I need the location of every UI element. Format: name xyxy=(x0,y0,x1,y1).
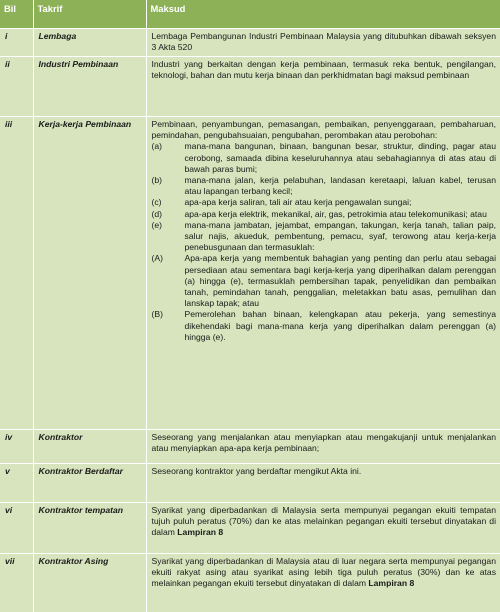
table-row xyxy=(0,57,500,117)
row-bil: ii xyxy=(0,57,33,117)
row-maksud: Seseorang kontraktor yang berdaftar mengikut Akta ini. xyxy=(146,464,500,503)
table-row xyxy=(0,430,500,464)
sub-item-text: mana-mana jalan, kerja pelabuhan, landasan keretaapi, laluan kabel, terusan atau lapangan terbang kecil; xyxy=(184,175,496,197)
sub-item xyxy=(152,253,497,309)
row-takrif: Kontraktor xyxy=(33,430,146,464)
row-takrif: Kontraktor Asing xyxy=(33,554,146,612)
row-takrif: Kontraktor Berdaftar xyxy=(33,464,146,503)
header-takrif: Takrif xyxy=(33,0,146,29)
row-maksud: Industri yang berkaitan dengan kerja pembinaan, termasuk reka bentuk, pengilangan, teknologi, bahan dan mutu kerja binaan dan perkhidmatan bagi maksud pembinaan xyxy=(146,57,500,117)
row-takrif: Industri Pembinaan xyxy=(33,57,146,117)
table-row xyxy=(0,117,500,430)
row-takrif: Kontraktor tempatan xyxy=(33,503,146,554)
header-maksud: Maksud xyxy=(146,0,500,29)
lampiran-reference: Lampiran 8 xyxy=(368,578,415,589)
sub-item-text: apa-apa kerja saliran, tali air atau kerja pengawalan sungai; xyxy=(184,197,412,208)
row-maksud xyxy=(146,554,500,612)
sub-item xyxy=(152,209,497,220)
sub-item-label: (B) xyxy=(151,309,163,320)
sub-item xyxy=(152,141,497,175)
row-maksud-text: Syarikat yang diperbadankan di Malaysia atau di luar negara serta mempunyai pegangan ekuiti rakyat asing atau syarikat asing lebih tiga puluh peratus (30%) dan ke atas melainkan pegangan ekuiti tersebut dinyatakan di dalam xyxy=(151,556,496,589)
table-header-row xyxy=(0,0,500,29)
row-maksud xyxy=(146,503,500,554)
row-bil: iii xyxy=(0,117,33,430)
sub-item xyxy=(152,197,497,208)
sub-item-label: (c) xyxy=(151,197,162,208)
sub-item xyxy=(152,220,497,254)
table-row xyxy=(0,503,500,554)
table-row xyxy=(0,554,500,612)
header-bil: Bil xyxy=(0,0,33,29)
row-bil: vii xyxy=(0,554,33,612)
row-maksud: Lembaga Pembangunan Industri Pembinaan Malaysia yang ditubuhkan dibawah seksyen 3 Akta 520 xyxy=(146,29,500,57)
sub-item xyxy=(152,309,497,343)
sub-item-text: mana-mana bangunan, binaan, bangunan besar, struktur, dinding, pagar atau cerobong, samaada dibina keseluruhannya atau sebahagiannya di atas atau di bawah paras bumi; xyxy=(184,141,496,174)
row-maksud-text: Syarikat yang diperbadankan di Malaysia serta mempunyai pegangan ekuiti tempatan tujuh puluh peratus (70%) dan ke atas melainkan pegangan ekuiti tersebut dinyatakan di dalam xyxy=(151,505,496,538)
row-takrif: Kerja-kerja Pembinaan xyxy=(33,117,146,430)
sub-item-text: apa-apa kerja elektrik, mekanikal, air, gas, petrokimia atau telekomunikasi; atau xyxy=(184,208,487,219)
row-maksud-intro: Pembinaan, penyambungan, pemasangan, pembaikan, penyenggaraan, pembaharuan, pemindahan, pengubahsuaian, pengubahan, perombakan atau perobohan: xyxy=(151,119,496,141)
sub-item-label: (A) xyxy=(151,253,163,264)
row-takrif: Lembaga xyxy=(33,29,146,57)
table-row xyxy=(0,464,500,503)
row-maksud: Seseorang yang menjalankan atau menyiapkan atau mengakujanji untuk menjalankan atau menyiapkan apa-apa kerja pembinaan; xyxy=(146,430,500,464)
row-bil: iv xyxy=(0,430,33,464)
table-row xyxy=(0,29,500,57)
row-maksud xyxy=(146,117,500,430)
row-bil: v xyxy=(0,464,33,503)
row-bil: i xyxy=(0,29,33,57)
sub-item-label: (b) xyxy=(151,175,163,186)
sub-item xyxy=(152,175,497,197)
sub-item-text: mana-mana jambatan, jejambat, empangan, takungan, kerja tanah, talian paip, salur najis, akueduk, pembentung, pemacu, syaf, terowong atau kerja-kerja penebusgunaan dan termasuklah: xyxy=(184,219,496,253)
sub-item-label: (e) xyxy=(151,219,163,230)
sub-item-text: Apa-apa kerja yang membentuk bahagian yang penting dan perlu atau sebagai persediaan atau sementara bagi kerja-kerja yang diperihalkan dalam perenggan (a) hingga (e), termasuklah pembersihan tapak, penyelidikan dan pembaikan tanah, pemindahan tanah, penggalian, meletakkan batu asas, pemulihan dan lanskap tapak; atau xyxy=(184,253,496,309)
sub-item-label: (a) xyxy=(151,141,163,152)
row-bil: vi xyxy=(0,503,33,554)
sub-item-text: Pemerolehan bahan binaan, kelengkapan atau pekerja, yang semestinya dikehendaki bagi mana-mana kerja yang diperihalkan dalam perenggan (a) hingga (e). xyxy=(184,309,496,342)
lampiran-reference: Lampiran 8 xyxy=(177,527,224,538)
sub-item-label: (d) xyxy=(151,208,163,219)
